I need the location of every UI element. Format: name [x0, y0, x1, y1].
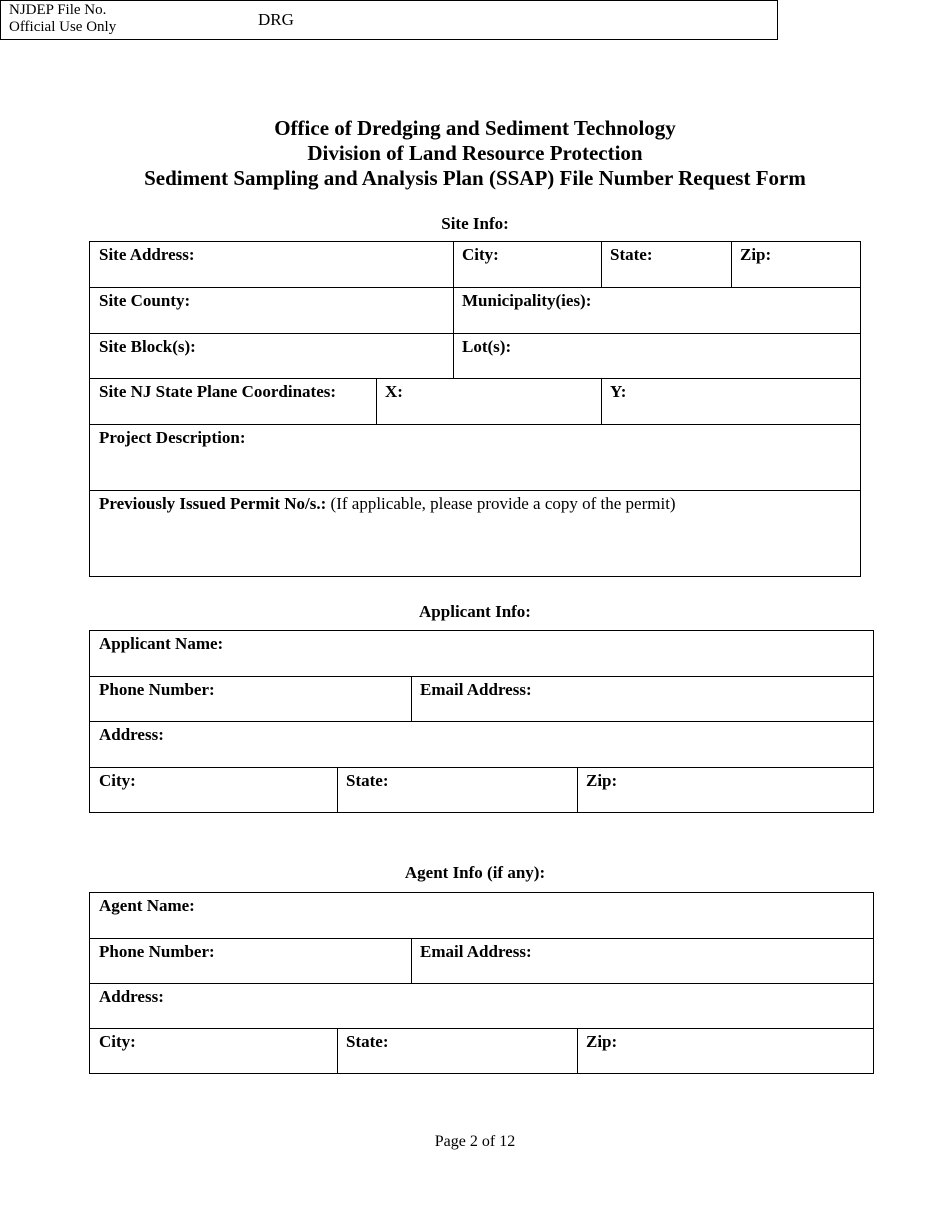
applicant-zip-field[interactable]: Zip:	[586, 771, 618, 790]
agent-zip-field[interactable]: Zip:	[586, 1032, 618, 1051]
site-city-field[interactable]: City:	[462, 245, 499, 264]
site-county-field[interactable]: Site County:	[99, 291, 191, 310]
applicant-city-field[interactable]: City:	[99, 771, 136, 790]
site-zip-field[interactable]: Zip:	[740, 245, 772, 264]
coordinates-label: Site NJ State Plane Coordinates:	[99, 382, 337, 401]
site-info-heading: Site Info:	[441, 214, 509, 233]
agent-state-field[interactable]: State:	[346, 1032, 389, 1051]
permit-numbers-field[interactable]	[90, 491, 676, 514]
applicant-phone-field[interactable]: Phone Number:	[99, 680, 215, 699]
agent-info-table	[89, 892, 874, 1074]
municipality-field[interactable]: Municipality(ies):	[462, 291, 592, 310]
agent-info-heading: Agent Info (if any):	[404, 863, 546, 882]
agent-name-field[interactable]: Agent Name:	[99, 896, 195, 915]
page-number: Page 2 of 12	[434, 1133, 516, 1150]
applicant-info-table	[89, 630, 874, 813]
title-form-name: Sediment Sampling and Analysis Plan (SSAP) File Number Request Form	[144, 166, 806, 190]
project-description-field[interactable]: Project Description:	[99, 428, 246, 447]
title-division: Division of Land Resource Protection	[307, 141, 643, 165]
file-number-label-line2: Official Use Only	[9, 19, 117, 35]
site-state-field[interactable]: State:	[610, 245, 653, 264]
site-block-field[interactable]: Site Block(s):	[99, 337, 196, 356]
site-address-field[interactable]: Site Address:	[99, 245, 195, 264]
official-use-box	[0, 0, 778, 40]
site-info-table	[89, 241, 861, 577]
permit-numbers-label: Previously Issued Permit No/s.:	[99, 494, 327, 513]
coordinate-x-field[interactable]: X:	[385, 382, 403, 401]
lot-field[interactable]: Lot(s):	[462, 337, 512, 356]
title-office: Office of Dredging and Sediment Technology	[274, 116, 676, 140]
permit-numbers-note: (If applicable, please provide a copy of the permit)	[326, 494, 676, 513]
applicant-state-field[interactable]: State:	[346, 771, 389, 790]
file-number-value[interactable]: DRG	[258, 10, 294, 29]
applicant-info-heading: Applicant Info:	[419, 602, 531, 621]
coordinate-y-field[interactable]: Y:	[610, 382, 627, 401]
agent-address-field[interactable]: Address:	[99, 987, 164, 1006]
agent-phone-field[interactable]: Phone Number:	[99, 942, 215, 961]
applicant-address-field[interactable]: Address:	[99, 725, 164, 744]
applicant-name-field[interactable]: Applicant Name:	[99, 634, 224, 653]
agent-city-field[interactable]: City:	[99, 1032, 136, 1051]
file-number-label-line1: NJDEP File No.	[9, 2, 107, 18]
applicant-email-field[interactable]: Email Address:	[420, 680, 532, 699]
file-number-label	[9, 2, 116, 36]
agent-email-field[interactable]: Email Address:	[420, 942, 532, 961]
